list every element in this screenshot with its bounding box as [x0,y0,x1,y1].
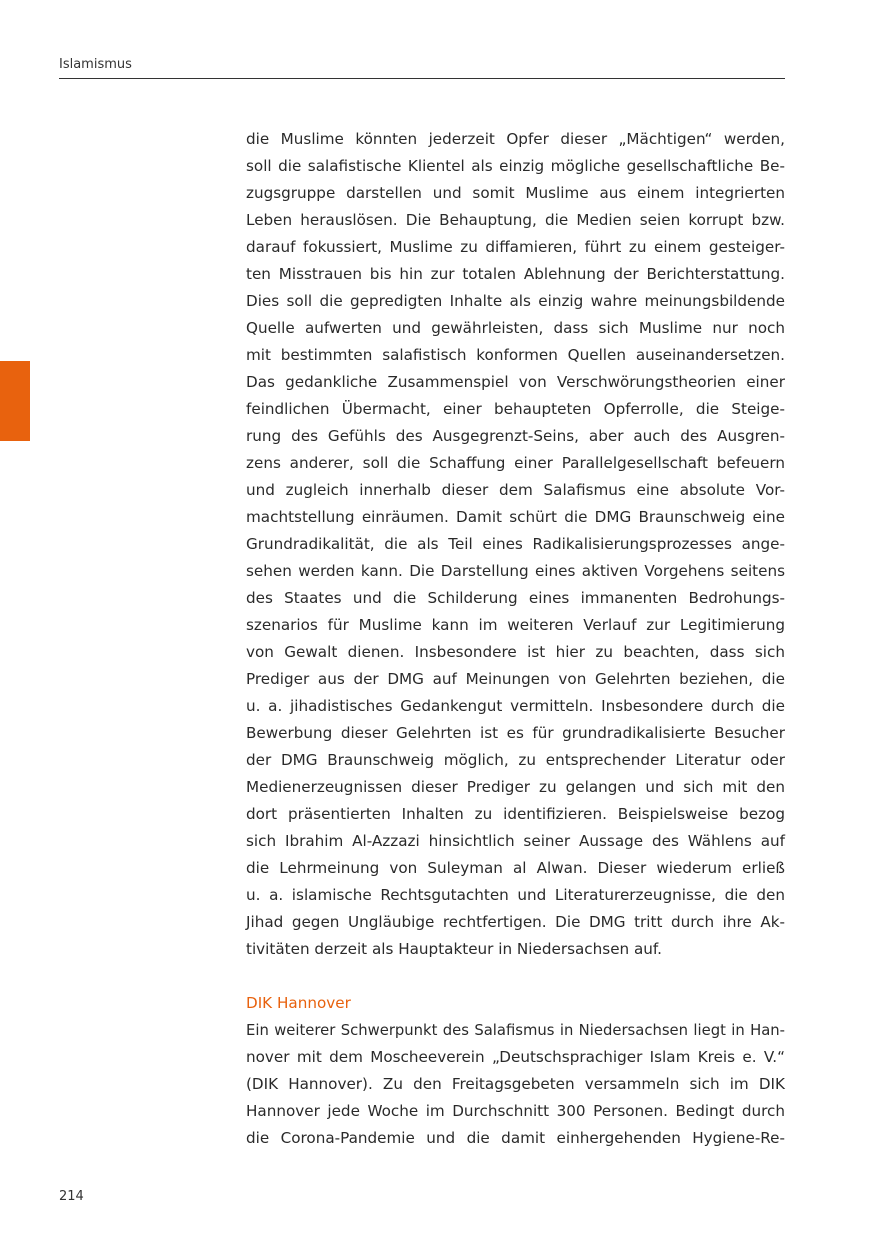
body-line: zugsgruppe darstellen und somit Muslime aus einem integrierten [246,184,785,202]
body-line: szenarios für Muslime kann im weiteren Verlauf zur Legitimierung [246,616,785,634]
body-line: Dies soll die gepredigten Inhalte als einzig wahre meinungsbildende [246,292,785,310]
body-line: Bewerbung dieser Gelehrten ist es für grundradikalisierte Besucher [246,724,785,742]
body-line: von Gewalt dienen. Insbesondere ist hier zu beachten, dass sich [246,643,785,661]
running-title: Islamismus [59,57,132,72]
section-line: Ein weiterer Schwerpunkt des Salafismus in Niedersachsen liegt in Han- [246,1022,785,1039]
body-line: Prediger aus der DMG auf Meinungen von Gelehrten beziehen, die [246,670,785,688]
body-line: Jihad gegen Ungläubige rechtfertigen. Die DMG tritt durch ihre Ak- [246,913,785,931]
body-line: u. a. jihadistisches Gedankengut vermitteln. Insbesondere durch die [246,697,785,715]
body-line: mit bestimmten salafistisch konformen Quellen auseinandersetzen. [246,346,785,364]
body-line: sehen werden kann. Die Darstellung eines aktiven Vorgehens seitens [246,562,785,580]
body-paragraph [246,126,785,963]
page-number: 214 [59,1189,84,1204]
body-line: die Muslime könnten jederzeit Opfer dieser „Mächtigen“ werden, [246,130,785,148]
body-line: und zugleich innerhalb dieser dem Salafismus eine absolute Vor- [246,481,785,499]
body-line: die Lehrmeinung von Suleyman al Alwan. Dieser wiederum erließ [246,859,785,877]
chapter-tab-marker [0,361,30,441]
body-line: u. a. islamische Rechtsgutachten und Literaturerzeugnisse, die den [246,886,785,904]
section-line: nover mit dem Moscheeverein „Deutschsprachiger Islam Kreis e. V.“ [246,1048,785,1066]
section-heading: DIK Hannover [246,994,351,1012]
body-line: sich Ibrahim Al-Azzazi hinsichtlich seiner Aussage des Wählens auf [246,832,785,850]
body-line: machtstellung einräumen. Damit schürt die DMG Braunschweig eine [246,508,785,526]
section-line: die Corona-Pandemie und die damit einhergehenden Hygiene-Re- [246,1129,785,1147]
body-line: dort präsentierten Inhalten zu identifizieren. Beispielsweise bezog [246,805,785,823]
section-paragraph [246,1017,785,1152]
body-line: feindlichen Übermacht, einer behaupteten Opferrolle, die Steige- [246,400,785,418]
body-line: tivitäten derzeit als Hauptakteur in Niedersachsen auf. [246,940,662,958]
section-line: Hannover jede Woche im Durchschnitt 300 Personen. Bedingt durch [246,1102,785,1120]
body-line: Quelle aufwerten und gewährleisten, dass sich Muslime nur noch [246,319,785,337]
body-line: zens anderer, soll die Schaffung einer Parallelgesellschaft befeuern [246,454,785,472]
body-line: Grundradikalität, die als Teil eines Radikalisierungsprozesses ange- [246,535,785,553]
body-line: ten Misstrauen bis hin zur totalen Ablehnung der Berichterstattung. [246,265,785,283]
body-line: soll die salafistische Klientel als einzig mögliche gesellschaftliche Be- [246,157,785,175]
body-line: Das gedankliche Zusammenspiel von Verschwörungstheorien einer [246,373,785,391]
body-line: rung des Gefühls des Ausgegrenzt-Seins, aber auch des Ausgren- [246,427,785,445]
body-line: darauf fokussiert, Muslime zu diffamieren, führt zu einem gesteiger- [246,238,785,256]
body-line: Medienerzeugnissen dieser Prediger zu gelangen und sich mit den [246,778,785,796]
body-line: des Staates und die Schilderung eines immanenten Bedrohungs- [246,589,785,607]
header-rule [59,78,785,79]
body-line: Leben herauslösen. Die Behauptung, die Medien seien korrupt bzw. [246,211,785,229]
body-line: der DMG Braunschweig möglich, zu entsprechender Literatur oder [246,751,785,769]
section-line: (DIK Hannover). Zu den Freitagsgebeten versammeln sich im DIK [246,1075,785,1093]
